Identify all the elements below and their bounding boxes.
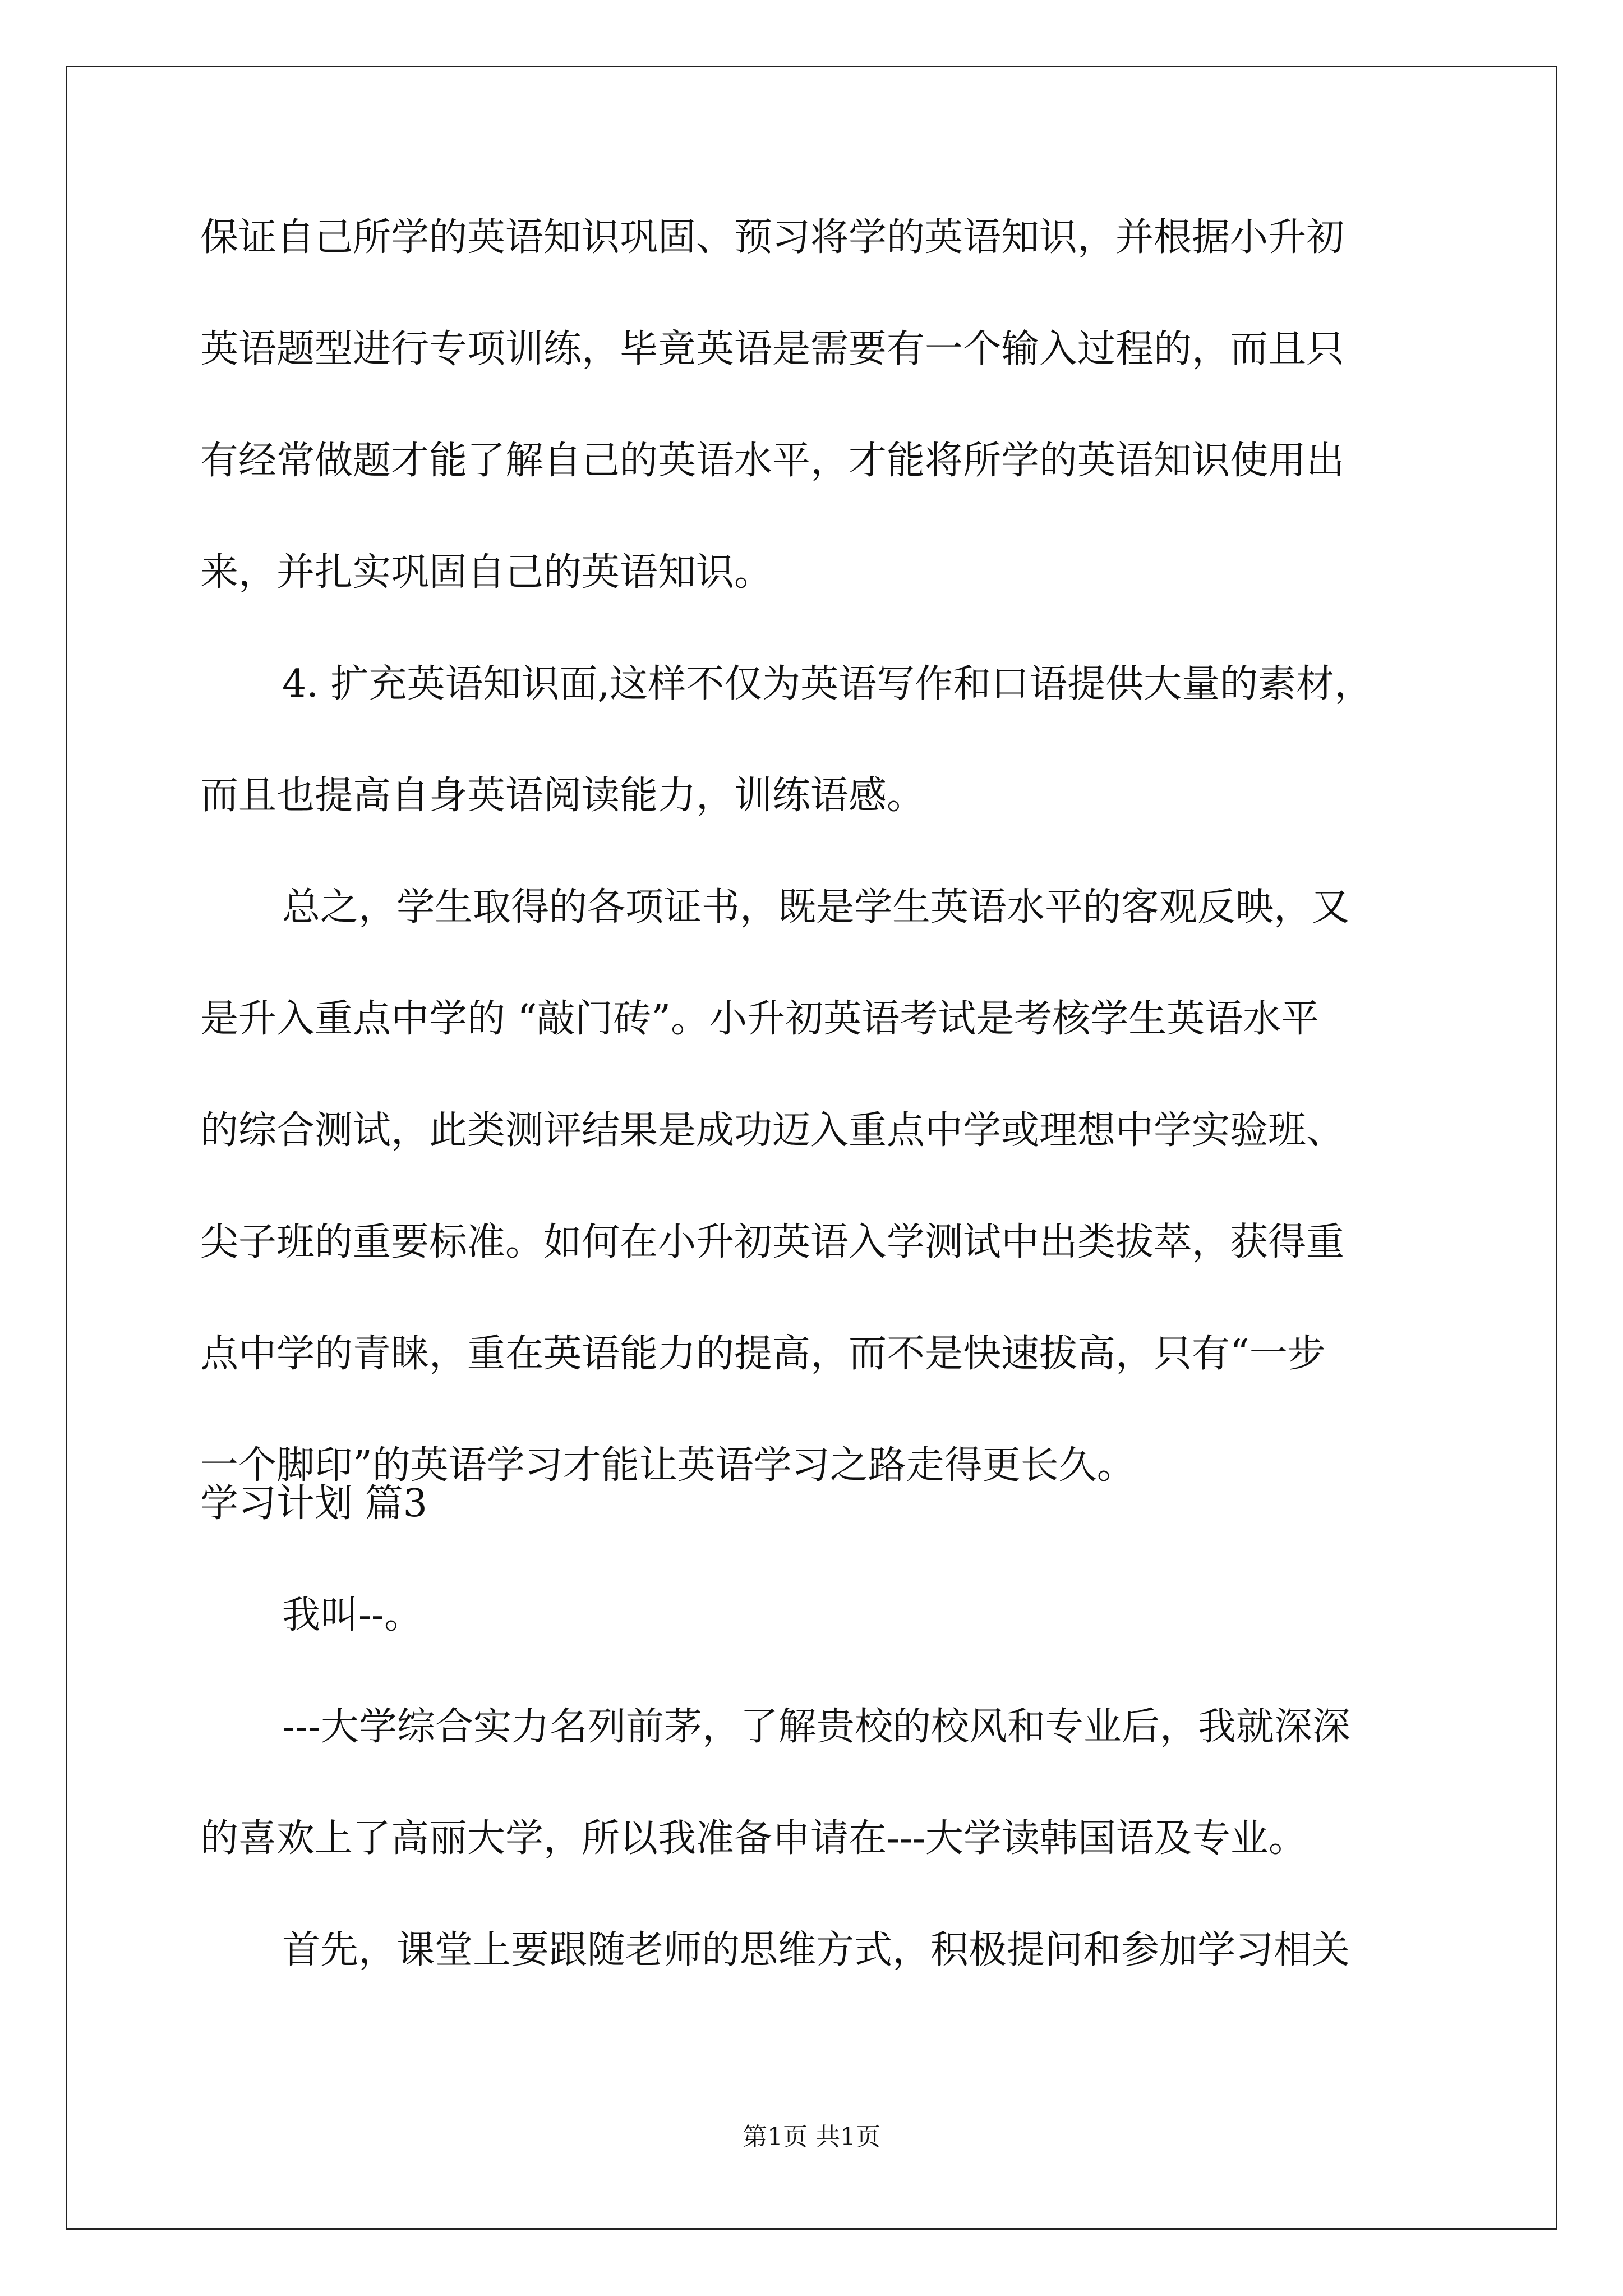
section-heading: 学习计划 篇3 (200, 1481, 427, 1526)
paragraph-line: ---大学综合实力名列前茅，了解贵校的校风和专业后，我就深深 (282, 1705, 1350, 1749)
paragraph-line: 英语题型进行专项训练，毕竟英语是需要有一个输入过程的，而且只 (200, 327, 1345, 371)
paragraph-line: 保证自己所学的英语知识巩固、预习将学的英语知识，并根据小升初 (200, 215, 1345, 260)
paragraph-line: 有经常做题才能了解自己的英语水平，才能将所学的英语知识使用出 (200, 439, 1345, 483)
paragraph-line: 尖子班的重要标准。如何在小升初英语入学测试中出类拔萃，获得重 (200, 1220, 1345, 1264)
paragraph-line: 一个脚印”的英语学习才能让英语学习之路走得更长久。 (200, 1443, 1135, 1488)
paragraph-line: 总之，学生取得的各项证书，既是学生英语水平的客观反映，又 (282, 885, 1350, 930)
paragraph-line: 来，并扎实巩固自己的英语知识。 (200, 550, 773, 595)
paragraph-line: 的综合测试，此类测评结果是成功迈入重点中学或理想中学实验班、 (200, 1108, 1345, 1153)
paragraph-line: 首先，课堂上要跟随老师的思维方式，积极提问和参加学习相关 (282, 1928, 1350, 1972)
paragraph-line: 是升入重点中学的 “敲门砖”。小升初英语考试是考核学生英语水平 (200, 997, 1320, 1041)
paragraph-line: 我叫--。 (282, 1593, 422, 1637)
document-body (200, 215, 1434, 1972)
page-footer: 第1页 共1页 (743, 2123, 880, 2151)
paragraph-line: 4. 扩充英语知识面,这样不仅为英语写作和口语提供大量的素材， (282, 662, 1373, 706)
paragraph-line: 而且也提高自身英语阅读能力，训练语感。 (200, 774, 925, 818)
paragraph-line: 的喜欢上了高丽大学，所以我准备申请在---大学读韩国语及专业。 (200, 1816, 1307, 1861)
paragraph-line: 点中学的青睐，重在英语能力的提高，而不是快速拔高，只有“一步 (200, 1332, 1326, 1376)
